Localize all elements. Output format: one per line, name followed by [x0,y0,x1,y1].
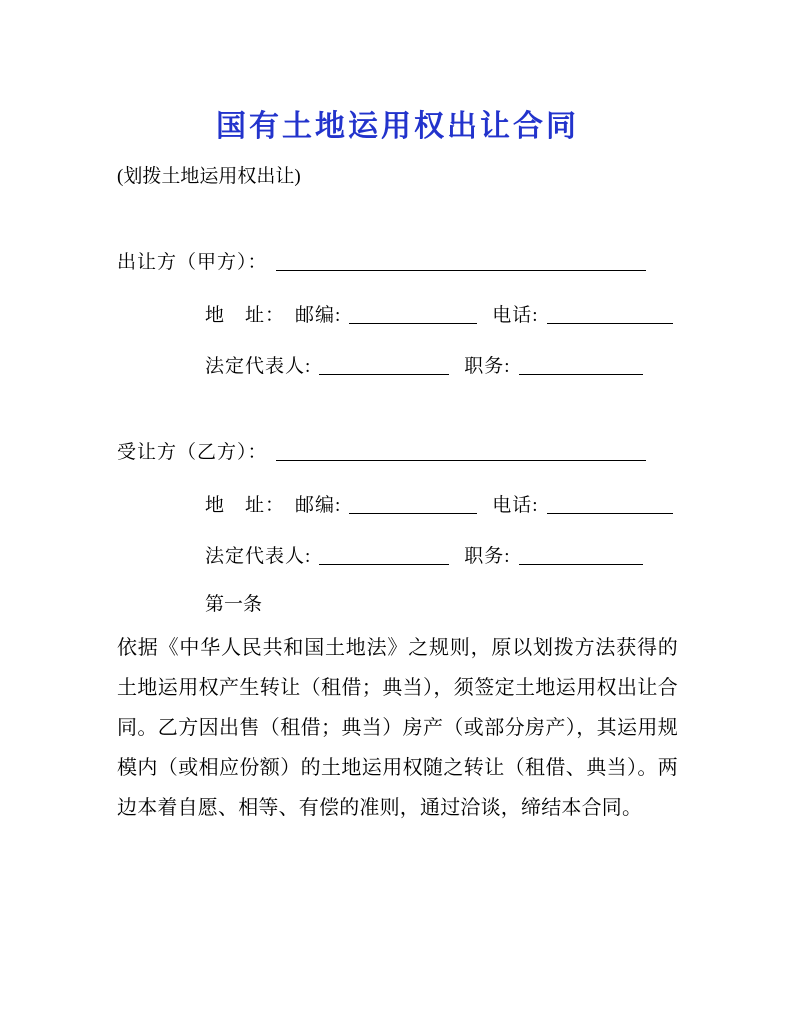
party-b-label: 受让方（乙方）： [117,442,268,463]
party-a-legal-rep-label: 法定代表人: [205,356,312,377]
party-b-duty-blank-field [519,548,643,565]
party-b-address-label: 地 址： [205,495,286,516]
party-a-duty-label: 职务: [464,356,511,377]
party-a-label: 出让方（甲方）： [117,252,268,273]
party-b-address-row [205,493,678,519]
party-a-name-blank-field [276,254,646,271]
party-a-address-label: 地 址： [205,305,286,326]
party-a-legal-rep-blank-field [319,358,449,375]
party-a-legal-rep-row [205,354,678,380]
party-b-row [117,440,678,466]
party-b-duty-label: 职务: [464,546,511,567]
party-b-zip-label: 邮编: [295,495,342,516]
party-b-name-blank-field [276,444,646,461]
party-a-row [117,250,678,276]
party-a-zip-blank-field [349,307,477,324]
party-b-legal-rep-blank-field [319,548,449,565]
party-a-address-row [205,303,678,329]
party-b-legal-rep-row [205,544,678,570]
party-b-zip-blank-field [349,497,477,514]
party-a-phone-label: 电话: [492,305,539,326]
party-b-legal-rep-label: 法定代表人: [205,546,312,567]
party-a-phone-blank-field [547,307,673,324]
party-b-phone-blank-field [547,497,673,514]
document-subtitle: (划拨土地运用权出让) [117,166,301,187]
article-1-heading: 第一条 [205,594,263,615]
page-title: 国有土地运用权出让合同 [216,110,579,143]
party-b-phone-label: 电话: [492,495,539,516]
party-a-duty-blank-field [519,358,643,375]
party-a-zip-label: 邮编: [295,305,342,326]
article-1-body: 依据《中华人民共和国土地法》之规则，原以划拨方法获得的土地运用权产生转让（租借；典当），须签定土地运用权出让合同。乙方因出售（租借；典当）房产（或部分房产），其运用规模内（或相应份额）的土地运用权随之转让（租借、典当）。两边本着自愿、相等、有偿的准则，通过洽谈，缔结本合同。 [117,637,678,819]
